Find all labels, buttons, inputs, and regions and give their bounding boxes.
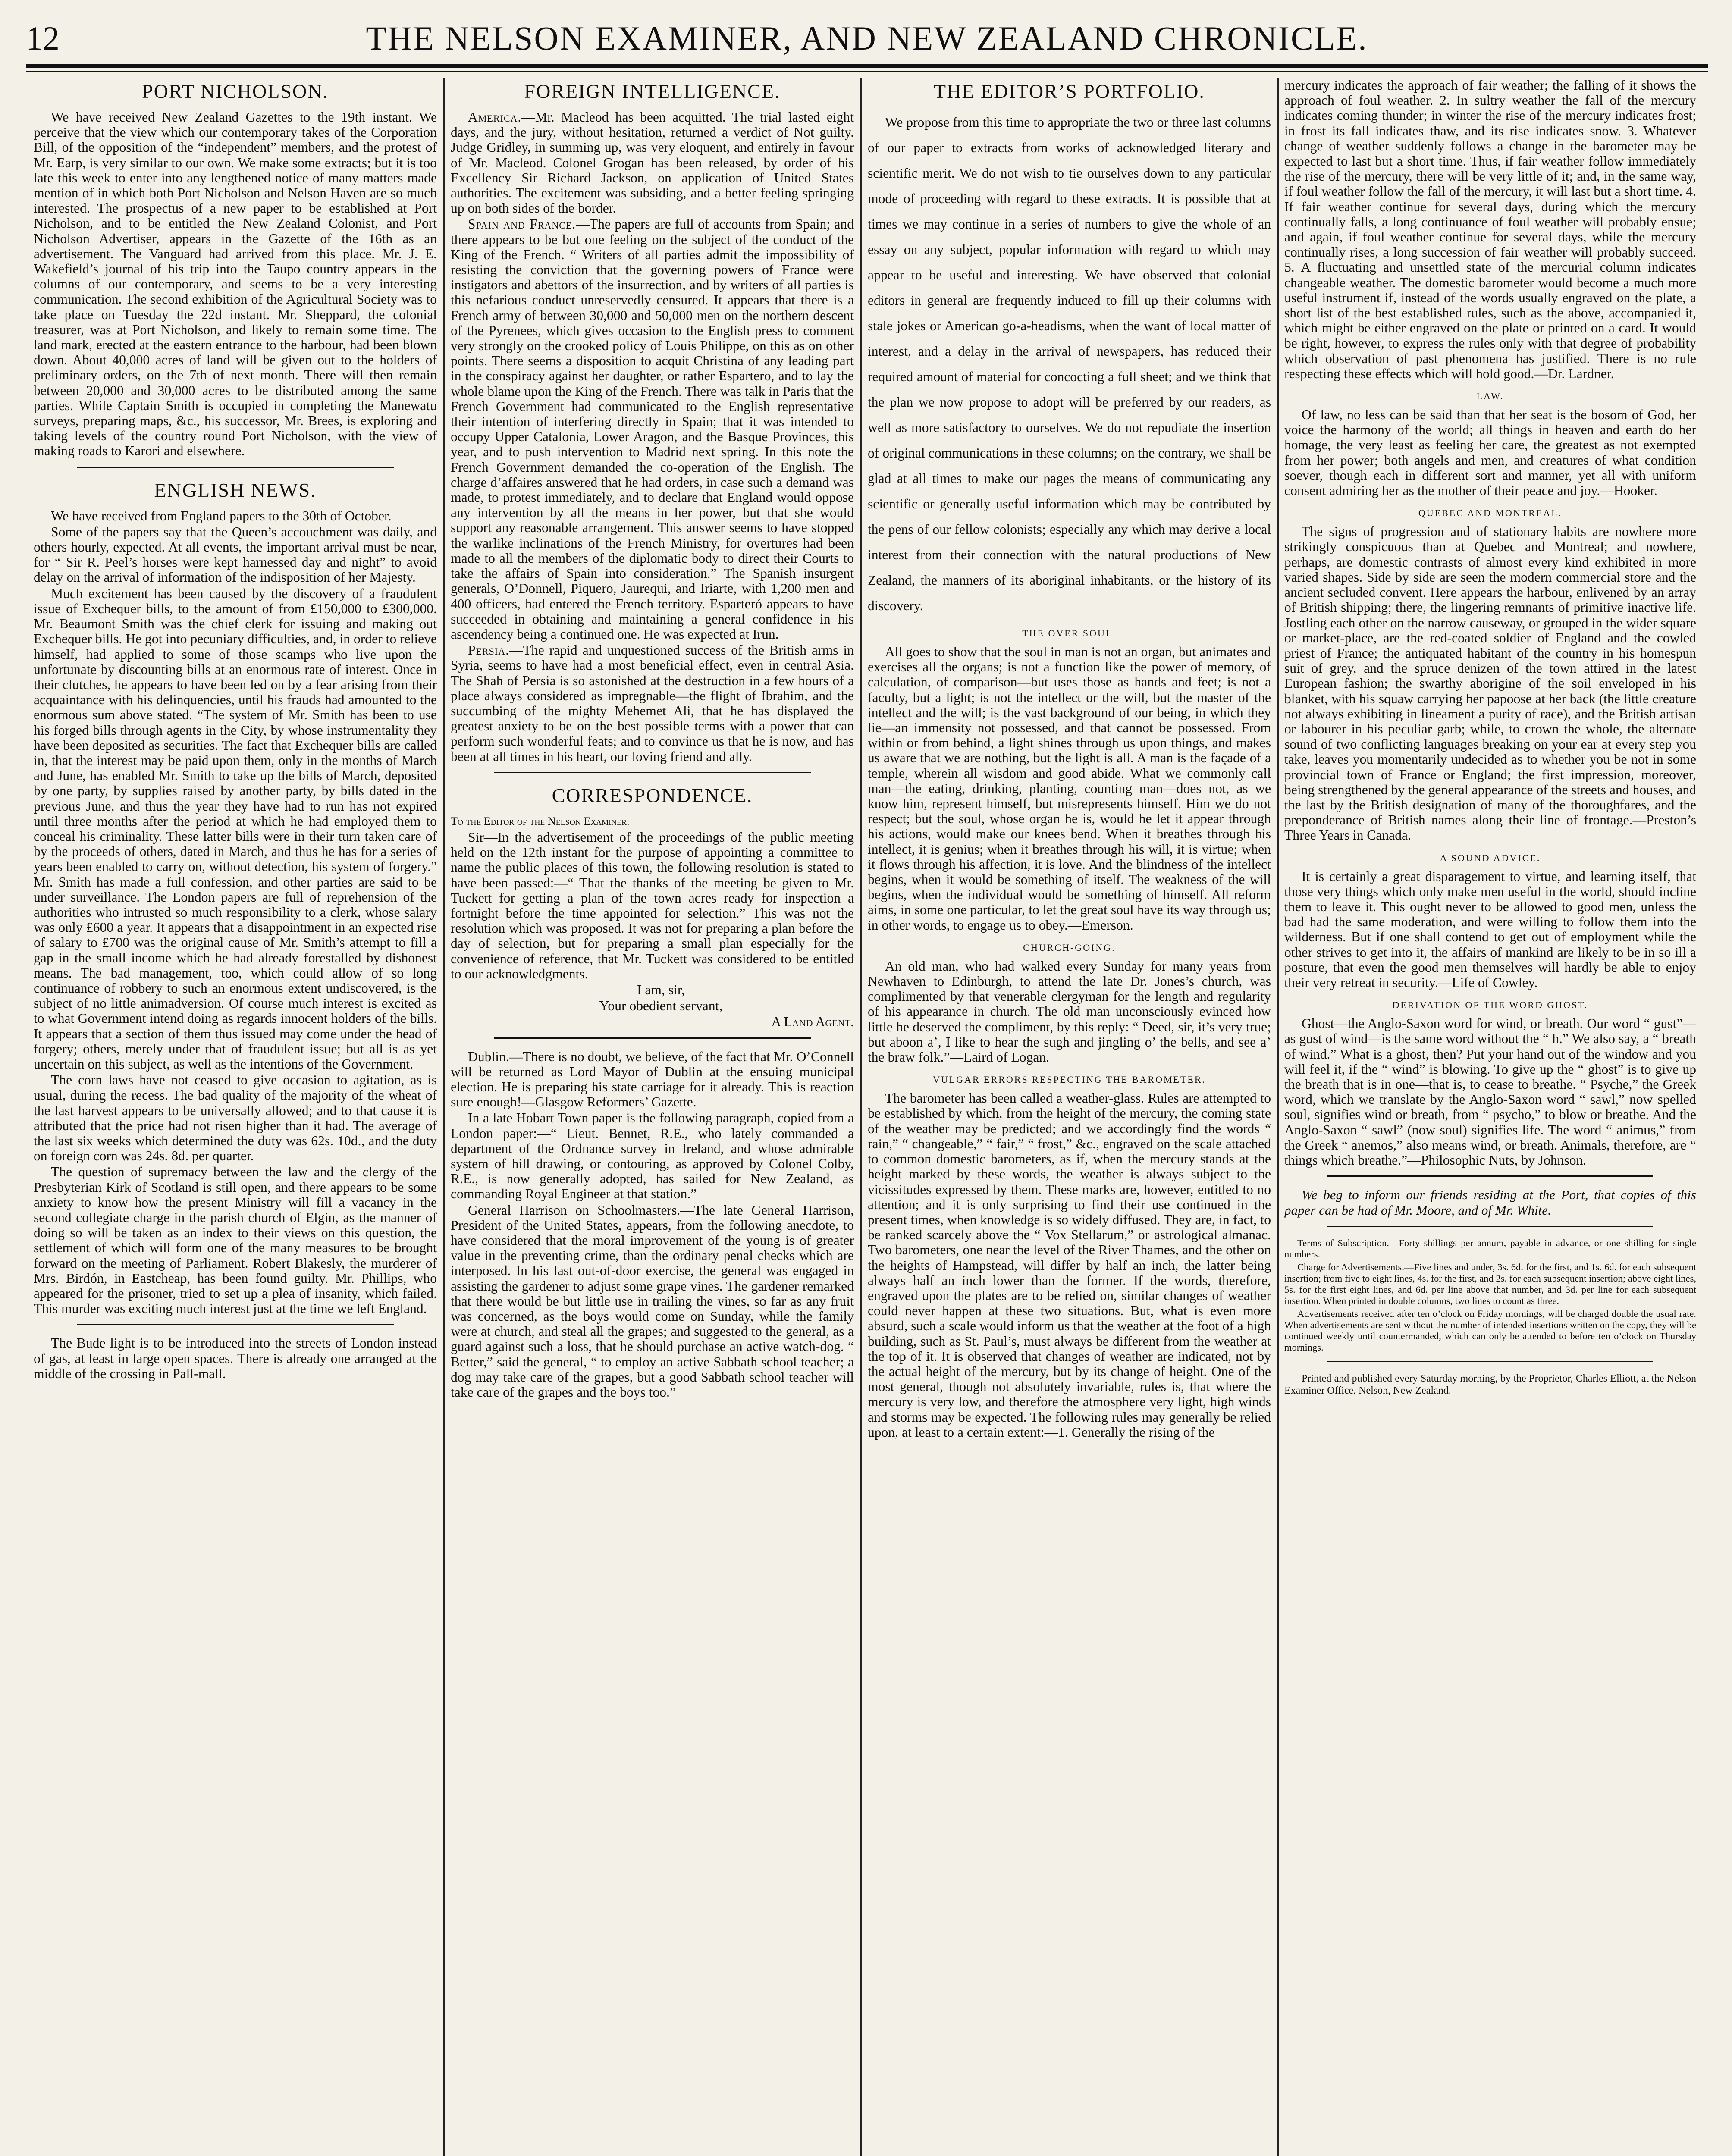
article-paragraph	[451, 110, 854, 216]
subheading-church-going: CHURCH-GOING.	[1023, 942, 1116, 953]
column-3	[868, 78, 1271, 2156]
masthead	[26, 16, 1708, 63]
article-paragraph: The Bude light is to be introduced into the streets of London instead of gas, at least in large open spaces. There is already one arranged at the middle of the crossing in Pall-mall.	[34, 1335, 437, 1381]
article-paragraph: The barometer has been called a weather-glass. Rules are attempted to be established by which, from the height of the mercury, the coming state of the weather may be predicted; and we accordingly find the words “ rain,” “ changeable,” “ fair,” “ frost,” &c., engraved on the scale attached to common domestic barometers, as if, when the mercury stands at the height marked by these words, the weather is always subject to the vicissitudes expressed by them. These marks are, however, entitled to no attention; and it is only surprising to find their use continued in the present times, when knowledge is so widely diffused. They are, in fact, to be ranked scarcely above the “ Vox Stellarum,” or astrological almanac. Two barometers, one near the level of the River Thames, and the other on the heights of Hampstead, will differ by half an inch, the latter being always half an inch lower than the former. If the words, therefore, engraved upon the plates are to be relied on, similar changes of weather could never happen at these two situations. But, what is even more absurd, such a scale would inform us that the weather at the foot of a high building, such as St. Paul’s, must always be different from the weather at the top of it. It is observed that changes of weather are indicated, not by the actual height of the mercury, but by its change of height. One of the most general, though not absolutely invariable, rules is, that where the mercury is very low, and therefore the atmosphere very light, high winds and storms may be expected. The following rules may generally be relied upon, at least to a certain extent:—1. Generally the rising of the	[868, 1091, 1271, 1440]
article-paragraph	[451, 216, 854, 642]
column-divider	[443, 78, 445, 2156]
section-title-correspondence: CORRESPONDENCE.	[552, 784, 753, 806]
section-divider	[1327, 1361, 1653, 1362]
column-1	[34, 78, 437, 2156]
article-paragraph: Dublin.—There is no doubt, we believe, of the fact that Mr. O’Connell will be returned as Lord Mayor of Dublin at the ensuing municipal election. He is preparing his state carriage for it already. This is reaction sure enough!—Glasgow Reformers’ Gazette.	[451, 1049, 854, 1110]
section-title-foreign-intelligence: FOREIGN INTELLIGENCE.	[524, 80, 781, 102]
article-paragraph: The question of supremacy between the law and the clergy of the Presbyterian Kirk of Scotland is still open, and there appears to be some anxiety to know how the present Ministry will fill a vacancy in the second collegiate charge in the parish church of Elgin, as the manner of doing so will be taken as an index to their views on this question, the settlement of which will form one of the many measures to be brought forward on the meeting of Parliament. Robert Blakesly, the murderer of Mrs. Birdón, in Eastcheap, has been found guilty. Mr. Phillips, who appeared for the prisoner, tried to set up a plea of insanity, which failed. This murder was exciting much interest just at the time we left England.	[34, 1164, 437, 1316]
section-title-english-news: ENGLISH NEWS.	[154, 479, 317, 501]
terms-block	[1284, 1238, 1696, 1353]
paragraph-text: —Mr. Macleod has been acquitted. The trial lasted eight days, and the jury, without hesitation, returned a verdict of Not guilty. Judge Gridley, in summing up, was very eloquent, and entirely in favour of Mr. Macleod. Colonel Grogan has been released, by order of his Excellency Sir Richard Jackson, on application of United States authorities. The excitement was subsiding, and a better feeling springing up on both sides of the border.	[451, 110, 854, 216]
letter-closing: I am, sir,	[637, 982, 685, 997]
lead-in: Spain and France.	[468, 216, 576, 232]
article-paragraph: The corn laws have not ceased to give occasion to agitation, as is usual, during the recess. The bad quality of the majority of the wheat of the last harvest appears to be universally allowed; and to that cause it is attributed that the price had not risen higher than it had. The average of the last six weeks which determined the duty was 62s. 10d., and the duty on foreign corn was 24s. 8d. per quarter.	[34, 1072, 437, 1164]
article-paragraph-continued: mercury indicates the approach of fair weather; the falling of it shows the approach of foul weather. 2. In sultry weather the fall of the mercury indicates coming thunder; in winter the rise of the mercury indicates frost; in frost its fall indicates thaw, and its rise indicates snow. 3. Whatever change of weather suddenly follows a change in the barometer may be expected to last but a short time. Thus, if fair weather follow immediately the rise of the mercury, there will be very little of it; and, in the same way, if foul weather follow the fall of the mercury, it will last but a short time. 4. If fair weather continue for several days, during which the mercury continually falls, a long continuance of foul weather will probably ensue; and again, if foul weather continue for several days, while the mercury continually rises, a long succession of fair weather will probably succeed. 5. A fluctuating and unsettled state of the mercurial column indicates changeable weather. The domestic barometer would become a much more useful instrument if, instead of the words usually engraved on the plate, a short list of the best established rules, such as the above, accompanied it, which might be either engraved on the plate or printed on a card. It would be right, however, to express the rules only with that degree of probability which observation of past phenomena has justified. There is no rule respecting these effects which will hold good.—Dr. Lardner.	[1284, 78, 1696, 381]
lead-in: Persia.	[468, 642, 510, 658]
letter-signature: A Land Agent.	[771, 1014, 854, 1030]
subheading-law: LAW.	[1476, 391, 1504, 402]
terms-received: Advertisements received after ten o’clock on Friday mornings, will be charged double the usual rate. When advertisements are sent without the number of intended insertions written on the copy, they will be continued weekly until countermanded, which can only be attended to before ten o’clock on Thursday mornings.	[1284, 1308, 1696, 1353]
letter-closing: Your obedient servant,	[599, 998, 723, 1014]
article-paragraph: Much excitement has been caused by the discovery of a fraudulent issue of Exchequer bills, to the amount of from £150,000 to £300,000. Mr. Beaumont Smith was the chief clerk for issuing and making out Exchequer bills. He got into pecuniary difficulties, and, in order to relieve himself, had applied to some of those scamps who live upon the unfortunate by discounting bills at an enormous rate of interest. Once in their clutches, he appears to have been led on by a fear arising from their acquaintance with his delinquencies, until his frauds had amounted to the enormous sum above stated. “The system of Mr. Smith has been to use his forged bills through agents in the City, by whose instrumentality they have been deposited as securities. The fact that Exchequer bills are called in, that the interest may be paid upon them, only in the months of March and June, has enabled Mr. Smith to take up the bills of March, deposited by one party, by supplies raised by another party, by bills dated in the previous June, and thus the year they have had to run has not expired until three months after the period at which he had employed them to conceal his criminality. These latter bills were in their turn taken care of by the proceeds of others, dated in March, and thus he has for a series of years been enabled to carry on, without detection, his system of forgery.” Mr. Smith has made a full confession, and other parties are said to be under surveillance. The London papers are full of reprehension of the authorities who intrusted so much responsibility to a clerk, whose salary was only £600 a year. It appears that a disappointment in an expected rise of salary to £700 was the original cause of Mr. Smith’s attempt to fill a gap in the small income which he had already forestalled by dishonest means. The bad management, too, which could allow of so long continuance of robbery to such an enormous extent undiscovered, is the subject of no little animadversion. Of course much interest is excited as to what Government intend doing as regards innocent holders of the bills. It appears that a section of them thus issued may come under the head of forgery; others, merely under that of fraudulent issue; but all is as yet uncertain on this subject, as well as the intentions of the Government.	[34, 586, 437, 1072]
paragraph-text: —The papers are full of accounts from Spain; and there appears to be but one feeling on the subject of the conduct of the King of the French. “ Writers of all parties admit the impossibility of resisting the conviction that the governing powers of France were instigators and abettors of the insurrection, and by writers of all parties is this nefarious conduct unreservedly censured. It appears that there is a French army of between 30,000 and 50,000 men on the northern descent of the Pyrenees, which gives occasion to the English press to comment very strongly on the crooked policy of Louis Philippe, on this as on other points. There seems a disposition to acquit Christina of any leading part in the conspiracy against her daughter, or rather Espartero, and to lay the whole blame upon the King of the French. There was talk in Paris that the French Government had communicated to the English representative their intention of interfering directly in Spain; that it was intended to occupy Upper Catalonia, Lower Aragon, and the Basque Provinces, this year, and to push intervention to Madrid next spring. In this note the French Government demanded the co-operation of the English. The charge d’affaires answered that he had orders, in case such a demand was made, to protest immediately, and to declare that England would oppose any intervention by all the means in her power, but that she would support any reasonable arrangement. This answer seems to have stopped the warlike inclinations of the French Ministry, for overtures had been made to all the members of the diplomatic body to direct their Courts to take the affairs of Spain into consideration.” The Spanish insurgent generals, O’Donnell, Piquero, Jaurequi, and Iriarte, with 1,200 men and 400 officers, had entered the French territory. Esparteró appears to have succeeded in obtaining and maintaining a general confidence in his ascendency being a continued one. He was expected at Irun.	[451, 216, 854, 642]
section-divider	[77, 1324, 394, 1325]
article-paragraph: General Harrison on Schoolmasters.—The late General Harrison, President of the United States, appears, from the following anecdote, to have considered that the moral improvement of the young is of greater value in the preventing crime, than the ordinary penal checks which are interposed. In his last out-of-door exercise, the general was engaged in assisting the gardener to adjust some grape vines. The gardener remarked that there would be but little use in trailing the vines, so far as any fruit was concerned, as the boys would come on Sunday, while the family were at church, and steal all the grapes; and suggested to the general, as a guard against such a loss, that he should purchase an active watch-dog. “ Better,” said the general, “ to employ an active Sabbath school teacher; a dog may take care of the grapes, but a good Sabbath school teacher will take care of the grapes and the boys too.”	[451, 1202, 854, 1400]
article-paragraph: It is certainly a great disparagement to virtue, and learning itself, that those very things which only make men useful in the world, should incline them to leave it. This ought never to be allowed to good men, unless the bad had the same moderation, and were willing to follow them into the wilderness. But if one shall contend to get out of employment while the other strives to get into it, the affairs of mankind are likely to be in so ill a posture, that even the good men themselves will hardly be able to enjoy their very retreat in security.—Life of Cowley.	[1284, 868, 1696, 990]
letter-body: Sir—In the advertisement of the proceedings of the public meeting held on the 12th instant for the purpose of appointing a committee to name the public places of this town, the following resolution is stated to have been passed:—“ That the thanks of the meeting be given to Mr. Tuckett for getting a plan of the town acres ready for inspection a fortnight before the time appointed for selection.” This was not the resolution which was proposed. It was not for preparing a plan before the day of selection, but for preparing a small plan especially for the convenience of reference, that Mr. Tuckett was considered to be entitled to our acknowledgments.	[451, 829, 854, 981]
article-paragraph: The signs of progression and of stationary habits are nowhere more strikingly conspicuous than at Quebec and Montreal; and nowhere, perhaps, are domestic contrasts of almost every kind exhibited in more varied shapes. Side by side are seen the modern commercial store and the ancient secluded convent. Here appears the harbour, enlivened by an array of British shipping; there, the lingering remnants of primitive inactive life. Jostling each other on the narrow causeway, or grouped in the wider square or market-place, are the red-coated soldier of England and the cowled priest of France; the antiquated habitant of the country in his homespun suit of grey, and the spruce denizen of the town attired in the latest European fashion; the swarthy aborigine of the soil enveloped in his blanket, with his squaw carrying her papoose at her back (the little creature not always exhibiting in lineament a purity of race), and the British artisan or labourer in his peculiar garb; while, to crown the whole, the alternate sound of two conflicting languages breaking on your ear at every step you take, leaves you momentarily undecided as to whether you be not in some provincial town of France or England; the first impression, moreover, being strengthened by the general appearance of the streets and houses, and the last by the British designation of many of the thoroughfares, and the preponderance of British names along their line of frontage.—Preston’s Three Years in Canada.	[1284, 524, 1696, 843]
column-divider	[1277, 78, 1279, 2156]
editors-intro	[868, 110, 1271, 618]
section-divider	[494, 772, 811, 773]
section-divider	[1327, 1175, 1653, 1177]
subheading-over-soul: THE OVER SOUL.	[1022, 628, 1117, 639]
section-title-port-nicholson: PORT NICHOLSON.	[142, 80, 329, 102]
article-paragraph: We have received New Zealand Gazettes to the 19th instant. We perceive that the view which our contemporary takes of the Corporation Bill, of the opposition of the “independent” members, and the protest of Mr. Earp, is very similar to our own. We make some extracts; but it is too late this week to enter into any lengthened notice of many matters made mention of in which both Port Nicholson and Nelson Haven are so much interested. The prospectus of a new paper to be established at Port Nicholson, and to be entitled the New Zealand Colonist, and Port Nicholson Advertiser, appears in the Gazette of the 16th as an advertisement. The Vanguard had arrived from this place. Mr. J. E. Wakefield’s journal of his trip into the Taupo country appears in the columns of our contemporary, and seems to be a very interesting communication. The second exhibition of the Agricultural Society was to take place on Tuesday the 22d instant. Mr. Sheppard, the colonial treasurer, was at Port Nicholson, and likely to remain some time. The land mark, erected at the eastern entrance to the harbour, had been blown down. About 40,000 acres of land will be given out to the holders of preliminary orders, on the 7th of next month. There will then remain between 20,000 and 30,000 acres to be distributed among the same parties. While Captain Smith is occupied in completing the Manewatu surveys, preparing maps, &c., his successor, Mr. Brees, is exploring and taking levels of the country round Port Nicholson, with the view of making roads to Karori and elsewhere.	[34, 110, 437, 459]
article-paragraph: We propose from this time to appropriate the two or three last columns of our paper to extracts from works of acknowledged literary and scientific merit. We do not wish to tie ourselves down to any particular mode of proceeding with regard to these extracts. It is possible that at times we may continue in a series of numbers to give the whole of an essay on any subject, popular information with regard to which may appear to be useful and interesting. We have observed that colonial editors in general are frequently induced to fill up their columns with stale jokes or American go-a-headisms, when the want of local matter of interest, and a delay in the arrival of newspapers, has reduced their required amount of material for concocting a full sheet; and we think that the plan we now propose to adopt will be preferred by our readers, as well as more satisfactory to ourselves. We do not repudiate the insertion of original communications in these columns; on the contrary, we shall be glad at all times to make our pages the means of communicating any scientific or generally useful information which may be contributed by the pens of our fellow colonists; especially any which may derive a local interest from their connection with the natural productions of New Zealand, the manners of its aboriginal inhabitants, or the history of its discovery.	[868, 115, 1271, 613]
column-2	[451, 78, 854, 2156]
article-paragraph: An old man, who had walked every Sunday for many years from Newhaven to Edinburgh, to attend the late Dr. Jones’s church, was complimented by that venerable clergyman for the length and regularity of his appearance in church. The old man unconsciously evinced how little he deserved the compliment, by this reply: “ Deed, sir, it’s very true; but aboon a’, I like to hear the sugh and jingling o’ the bells, and see a’ the braw folk.”—Laird of Logan.	[868, 958, 1271, 1065]
section-divider	[494, 1037, 811, 1039]
subheading-sound-advice: A SOUND ADVICE.	[1440, 852, 1541, 863]
section-title-editors-portfolio: THE EDITOR’S PORTFOLIO.	[934, 80, 1205, 102]
imprint: Printed and published every Saturday morning, by the Proprietor, Charles Elliott, at the Nelson Examiner Office, Nelson, New Zealand.	[1284, 1373, 1696, 1397]
masthead-rule-thin	[26, 71, 1708, 72]
lead-in: America.	[468, 110, 522, 125]
subheading-ghost: DERIVATION OF THE WORD GHOST.	[1392, 1000, 1588, 1011]
terms-advertisements: Charge for Advertisements.—Five lines and under, 3s. 6d. for the first, and 1s. 6d. for each subsequent insertion; from five to eight lines, 4s. for the first, and 2s. for each subsequent insertion; above eight lines, 5s. for the first eight lines, and 6d. per line above that number, and 3d. per line for each subsequent insertion. When printed in double columns, two lines to count as three.	[1284, 1262, 1696, 1307]
article-paragraph: Of law, no less can be said than that her seat is the bosom of God, her voice the harmony of the world; all things in heaven and earth do her homage, the very least as feeling her care, the greatest as not exempted from her power; both angels and men, and creatures of what condition soever, though each in different sort and manner, yet all with uniform consent admiring her as the mother of their peace and joy.—Hooker.	[1284, 407, 1696, 498]
article-paragraph	[451, 642, 854, 764]
article-paragraph: All goes to show that the soul in man is not an organ, but animates and exercises all the organs; is not a function like the power of memory, of calculation, of comparison—but uses those as hands and feet; is not a faculty, but a light; is not the intellect or the will, but the master of the intellect and the will; is the vast background of our being, in which they lie—an immensity not possessed, and that cannot be possessed. From within or from behind, a light shines through us upon things, and makes us aware that we are nothing, but the light is all. A man is the façade of a temple, wherein all wisdom and good abide. What we commonly call man—the eating, drinking, planting, counting man—does not, as we know him, represent himself, but misrepresents himself. Him we do not respect; but the soul, whose organ he is, would he let it appear through his actions, would make our knees bend. When it breathes through his intellect, it is genius; when it breathes through his will, it is virtue; when it flows through his affection, it is love. And the blindness of the intellect begins, when it would be something of itself. The weakness of the will begins, when the individual would be something of himself. All reform aims, in some one particular, to let the great soul have its way through us; in other words, to engage us to obey.—Emerson.	[868, 644, 1271, 933]
article-paragraph: In a late Hobart Town paper is the following paragraph, copied from a London paper:—“ Lieut. Bennet, R.E., who lately commanded a department of the Ordnance survey in Ireland, and whose admirable system of hill drawing, or contouring, as approved by Colonel Colby, R.E., is now generally adopted, has sailed for New Zealand, as commanding Royal Engineer at that station.”	[451, 1110, 854, 1202]
section-divider	[1327, 1226, 1653, 1227]
column-divider	[860, 78, 862, 2156]
article-paragraph: Ghost—the Anglo-Saxon word for wind, or breath. Our word “ gust”—as gust of wind—is the same word without the “ h.” We also say, a “ breath of wind.” What is a ghost, then? Put your hand out of the window and you will feel it, if the “ wind” is blowing. To give up the “ ghost” is to give up the breath that is in one—that is, to cease to breathe. “ Psyche,” the Greek word, which we translate by the Anglo-Saxon word “ sawl,” now spelled soul, signifies wind or breath, from “ psycho,” to blow or breathe. And the Anglo-Saxon “ sawl” (now soul) signifies life. The word “ animus,” from the Greek “ anemos,” also means wind, or breath. Animals, therefore, are “ things which breathe.”—Philosophic Nuts, by Johnson.	[1284, 1016, 1696, 1168]
terms-subscription: Terms of Subscription.—Forty shillings per annum, payable in advance, or one shilling for single numbers.	[1284, 1238, 1696, 1260]
letter-salutation: To the Editor of the Nelson Examiner.	[451, 815, 630, 827]
page-number: 12	[26, 19, 60, 57]
masthead-rule	[26, 64, 1708, 68]
article-paragraph: Some of the papers say that the Queen’s accouchment was daily, and others hourly, expected. At all events, the important arrival must be near, for “ Sir R. Peel’s horses were kept harnessed day and night” to avoid delay on the arrival of information of the indisposition of her Majesty.	[34, 524, 437, 585]
column-4	[1284, 78, 1696, 2156]
section-divider	[77, 467, 394, 468]
subheading-quebec: QUEBEC AND MONTREAL.	[1418, 508, 1563, 519]
article-paragraph: We have received from England papers to the 30th of October.	[51, 508, 392, 523]
agents-notice: We beg to inform our friends residing at the Port, that copies of this paper can be had of Mr. Moore, and of Mr. White.	[1284, 1187, 1696, 1218]
subheading-vulgar-errors: VULGAR ERRORS RESPECTING THE BAROMETER.	[932, 1074, 1206, 1085]
paragraph-text: —The rapid and unquestioned success of the British arms in Syria, seems to have had a most beneficial effect, even in central Asia. The Shah of Persia is so astonished at the destruction in a few hours of a place always considered as impregnable—the flight of Ibrahim, and the succumbing of the mighty Mehemet Ali, that he has displayed the greatest anxiety to be on the best possible terms with a power that can perform such wonderful feats; and to convince us that he is now, and has been at all times in his heart, our loving friend and ally.	[451, 642, 854, 764]
newspaper-title: THE NELSON EXAMINER, AND NEW ZEALAND CHRONICLE.	[366, 19, 1368, 57]
